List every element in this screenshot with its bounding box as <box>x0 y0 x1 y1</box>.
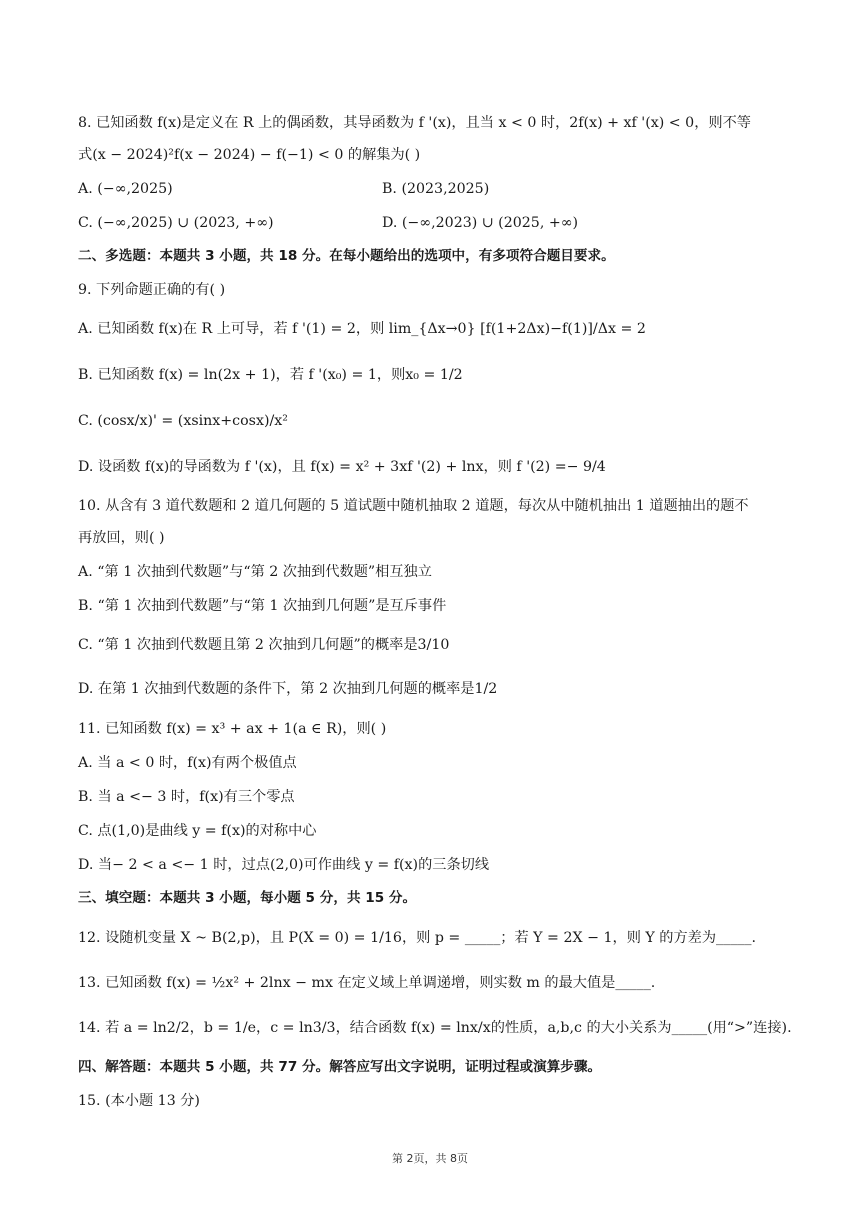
q8-option-a: A. (−∞,2025) <box>78 181 173 197</box>
q11-option-a: A. 当 a < 0 时，f(x)有两个极值点 <box>78 755 297 771</box>
q9-option-d: D. 设函数 f(x)的导函数为 f '(x)，且 f(x) = x² + 3xf '(2) + lnx，则 f '(2) =− 9/4 <box>78 459 606 475</box>
section-multiple-choice: 二、多选题：本题共 3 小题，共 18 分。在每小题给出的选项中，有多项符合题目要求。 <box>78 248 615 264</box>
q13: 13. 已知函数 f(x) = ½x² + 2lnx − mx 在定义域上单调递增，则实数 m 的最大值是_____. <box>78 975 656 991</box>
q10-option-b: B. “第 1 次抽到代数题”与“第 1 次抽到几何题”是互斥事件 <box>78 598 447 614</box>
q12: 12. 设随机变量 X ~ B(2,p)，且 P(X = 0) = 1/16，则 p = _____；若 Y = 2X − 1，则 Y 的方差为_____. <box>78 930 756 946</box>
q8-option-c: C. (−∞,2025) ∪ (2023, +∞) <box>78 215 274 231</box>
q11-option-b: B. 当 a <− 3 时，f(x)有三个零点 <box>78 789 295 805</box>
q11-option-c: C. 点(1,0)是曲线 y = f(x)的对称中心 <box>78 823 317 839</box>
section-free-response: 四、解答题：本题共 5 小题，共 77 分。解答应写出文字说明，证明过程或演算步骤。 <box>78 1059 602 1075</box>
q8-stem-line1: 8. 已知函数 f(x)是定义在 R 上的偶函数，其导函数为 f '(x)，且当 x < 0 时，2f(x) + xf '(x) < 0，则不等 <box>78 115 751 131</box>
q10-stem-line1: 10. 从含有 3 道代数题和 2 道几何题的 5 道试题中随机抽取 2 道题，每次从中随机抽出 1 道题抽出的题不 <box>78 498 749 514</box>
page-footer: 第 2页，共 8页 <box>392 1152 468 1165</box>
q9-stem: 9. 下列命题正确的有( ) <box>78 282 226 298</box>
q8-options-row2 <box>78 212 800 234</box>
q10-option-d: D. 在第 1 次抽到代数题的条件下，第 2 次抽到几何题的概率是1/2 <box>78 681 498 697</box>
section-fill-in: 三、填空题：本题共 3 小题，每小题 5 分，共 15 分。 <box>78 890 417 906</box>
q10-option-a: A. “第 1 次抽到代数题”与“第 2 次抽到代数题”相互独立 <box>78 564 432 580</box>
q11-option-d: D. 当− 2 < a <− 1 时，过点(2,0)可作曲线 y = f(x)的三条切线 <box>78 857 490 873</box>
q11-stem: 11. 已知函数 f(x) = x³ + ax + 1(a ∈ R)，则( ) <box>78 721 387 737</box>
q10-option-c: C. “第 1 次抽到代数题且第 2 次抽到几何题”的概率是3/10 <box>78 637 450 653</box>
q15: 15. (本小题 13 分) <box>78 1093 200 1109</box>
q10-stem-line2: 再放回，则( ) <box>78 530 165 546</box>
q14: 14. 若 a = ln2/2，b = 1/e，c = ln3/3，结合函数 f(x) = lnx/x的性质，a,b,c 的大小关系为_____(用“>”连接). <box>78 1020 792 1036</box>
q8-options-row1 <box>78 178 800 200</box>
q9-option-b: B. 已知函数 f(x) = ln(2x + 1)，若 f '(x₀) = 1，则x₀ = 1/2 <box>78 367 463 383</box>
q8-stem-line2: 式(x − 2024)²f(x − 2024) − f(−1) < 0 的解集为( ) <box>78 147 421 163</box>
q8-option-d: D. (−∞,2023) ∪ (2025, +∞) <box>382 215 579 231</box>
q8-option-b: B. (2023,2025) <box>382 181 490 197</box>
q9-option-c: C. (cosx/x)' = (xsinx+cosx)/x² <box>78 413 288 429</box>
q9-option-a: A. 已知函数 f(x)在 R 上可导，若 f '(1) = 2，则 lim_{Δx→0} [f(1+2Δx)−f(1)]/Δx = 2 <box>78 321 646 337</box>
